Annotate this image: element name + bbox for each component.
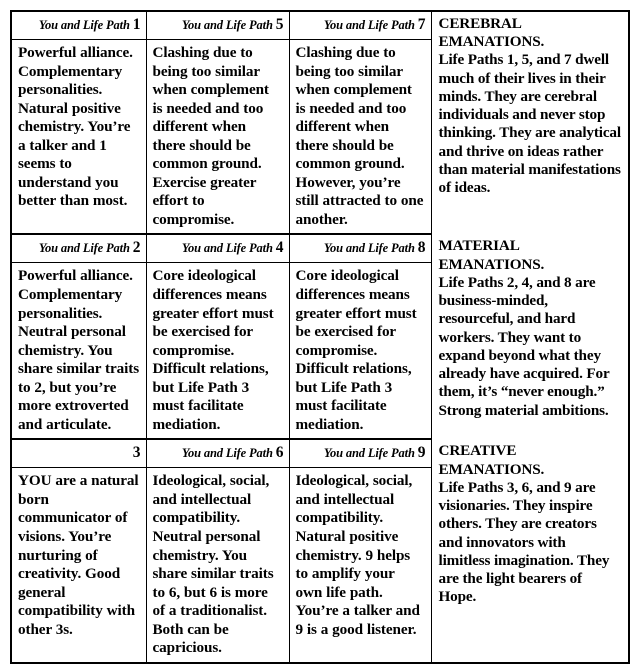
header-cell-lifepath-3 <box>11 439 146 468</box>
band-cerebral-header-row <box>11 11 629 40</box>
header-cell-lifepath-7 <box>289 11 431 40</box>
description-cell-lifepath-1: Powerful alliance. Complementary personalities. Natural positive chemistry. You’re a talker and 1 seems to understand you better than most. <box>11 40 146 235</box>
header-prefix-label: You and Life Path <box>323 445 415 460</box>
description-cell-lifepath-9: Ideological, social, and intellectual compatibility. Natural positive chemistry. 9 helps to amplify your own life path. You’re a talker and 9 is a good listener. <box>289 468 431 663</box>
summary-cell-material-emanations <box>431 234 629 439</box>
header-number-label: 3 <box>132 443 141 461</box>
header-prefix-label: You and Life Path <box>38 241 130 256</box>
description-cell-lifepath-8: Core ideological differences means greater effort must be exercised for compromise. Difficult relations, but Life Path 3 must facilitate mediation. <box>289 263 431 439</box>
summary-text-cerebral: Life Paths 1, 5, and 7 dwell much of their lives in their minds. They are cerebral individuals and never stop thinking. They are analytical and thrive on ideas rather than material manifestations of ideas. <box>438 51 621 197</box>
description-cell-lifepath-4: Core ideological differences means greater effort must be exercised for compromise. Difficult relations, but Life Path 3 must facilitate mediation. <box>146 263 289 439</box>
header-cell-lifepath-4 <box>146 234 289 263</box>
description-cell-lifepath-6: Ideological, social, and intellectual compatibility. Neutral personal chemistry. You share similar traits to 6, but 6 is more of a traditionalist. Both can be capricious. <box>146 468 289 663</box>
lifepath-compatibility-sheet <box>10 10 628 657</box>
header-number-label: 9 <box>417 443 426 461</box>
description-cell-lifepath-3: YOU are a natural born communicator of visions. You’re nurturing of creativity. Good general compatibility with other 3s. <box>11 468 146 663</box>
header-prefix-label: You and Life Path <box>323 241 415 256</box>
summary-title-cerebral: CEREBRAL EMANATIONS. <box>438 15 545 51</box>
header-number-label: 8 <box>417 239 426 257</box>
header-number-label: 2 <box>132 239 141 257</box>
description-cell-lifepath-7: Clashing due to being too similar when complement is needed and too different when there should be common ground. However, you’re still attracted to one another. <box>289 40 431 235</box>
header-cell-lifepath-8 <box>289 234 431 263</box>
header-number-label: 6 <box>275 443 284 461</box>
header-prefix-label: You and Life Path <box>181 445 273 460</box>
header-cell-lifepath-5 <box>146 11 289 40</box>
header-cell-lifepath-2 <box>11 234 146 263</box>
header-cell-lifepath-9 <box>289 439 431 468</box>
description-cell-lifepath-5: Clashing due to being too similar when complement is needed and too different when there should be common ground. Exercise greater effort to compromise. <box>146 40 289 235</box>
summary-title-material: MATERIAL EMANATIONS. <box>438 237 545 273</box>
header-number-label: 1 <box>132 15 141 33</box>
description-cell-lifepath-2: Powerful alliance. Complementary personalities. Neutral personal chemistry. You share similar traits to 2, but you’re more extroverted and articulate. <box>11 263 146 439</box>
header-prefix-label: You and Life Path <box>38 17 130 32</box>
summary-title-creative: CREATIVE EMANATIONS. <box>438 442 545 478</box>
header-number-label: 7 <box>417 15 426 33</box>
summary-text-creative: Life Paths 3, 6, and 9 are visionaries. They inspire others. They are creators and innovators with limitless imagination. They are the light bearers of Hope. <box>438 478 610 606</box>
summary-text-material: Life Paths 2, 4, and 8 are business-minded, resourceful, and hard workers. They want to expand beyond what they already have acquired. For them, it’s “never enough.” Strong material ambitions. <box>438 273 610 419</box>
header-prefix-label: You and Life Path <box>181 241 273 256</box>
summary-cell-creative-emanations <box>431 439 629 662</box>
band-material-header-row <box>11 234 629 263</box>
header-prefix-label: You and Life Path <box>323 17 415 32</box>
summary-cell-cerebral-emanations <box>431 11 629 234</box>
header-number-label: 4 <box>275 239 284 257</box>
band-creative-header-row <box>11 439 629 468</box>
header-cell-lifepath-6 <box>146 439 289 468</box>
lifepath-compatibility-table <box>10 10 630 664</box>
header-prefix-label: You and Life Path <box>181 17 273 32</box>
header-number-label: 5 <box>275 15 284 33</box>
header-cell-lifepath-1 <box>11 11 146 40</box>
